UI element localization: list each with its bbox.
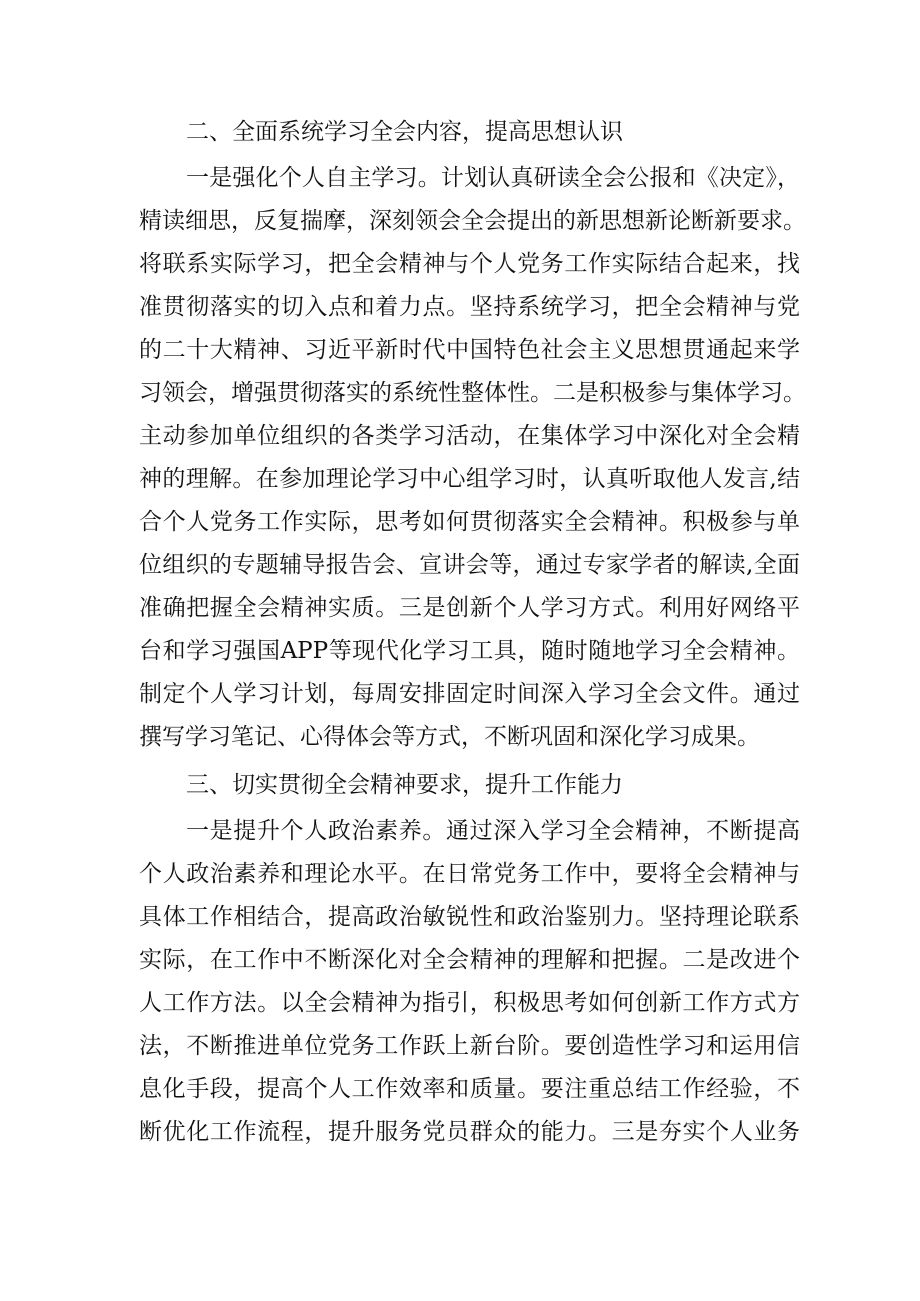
paragraph-line: 将联系实际学习，把全会精神与个人党务工作实际结合起来，找 bbox=[139, 251, 800, 277]
section-heading-2: 二、全面系统学习全会内容，提高思想认识 bbox=[186, 119, 623, 145]
paragraph-line: 主动参加单位组织的各类学习活动，在集体学习中深化对全会精 bbox=[139, 423, 800, 449]
paragraph-line: 准确把握全会精神实质。三是创新个人学习方式。利用好网络平 bbox=[139, 595, 800, 621]
paragraph-line: 具体工作相结合，提高政治敏锐性和政治鉴别力。坚持理论联系 bbox=[139, 904, 800, 930]
paragraph-line: 制定个人学习计划，每周安排固定时间深入学习全会文件。通过 bbox=[139, 681, 800, 707]
section-heading-3: 三、切实贯彻全会精神要求，提升工作能力 bbox=[186, 772, 623, 798]
paragraph-line: 法，不断推进单位党务工作跃上新台阶。要创造性学习和运用信 bbox=[139, 1033, 800, 1059]
paragraph-line: 精读细思，反复揣摩，深刻领会全会提出的新思想新论断新要求。 bbox=[139, 208, 806, 234]
paragraph-line: 的二十大精神、习近平新时代中国特色社会主义思想贯通起来学 bbox=[139, 337, 800, 363]
paragraph-line: 一是提升个人政治素养。通过深入学习全会精神，不断提高 bbox=[186, 818, 800, 844]
paragraph-line: 一是强化个人自主学习。计划认真研读全会公报和《决定》， bbox=[186, 165, 800, 191]
paragraph-line: 实际，在工作中不断深化对全会精神的理解和把握。二是改进个 bbox=[139, 947, 800, 973]
paragraph-line: 断优化工作流程，提升服务党员群众的能力。三是夯实个人业务 bbox=[139, 1119, 800, 1145]
paragraph-line: 台和学习强国APP等现代化学习工具，随时随地学习全会精神。 bbox=[139, 638, 800, 664]
paragraph-line: 合个人党务工作实际，思考如何贯彻落实全会精神。积极参与单 bbox=[139, 509, 800, 535]
paragraph-line: 神的理解。在参加理论学习中心组学习时，认真听取他人发言,结 bbox=[139, 466, 800, 492]
paragraph-line: 习领会，增强贯彻落实的系统性整体性。二是积极参与集体学习。 bbox=[139, 380, 806, 406]
paragraph-line: 准贯彻落实的切入点和着力点。坚持系统学习，把全会精神与党 bbox=[139, 294, 800, 320]
paragraph-line: 人工作方法。以全会精神为指引，积极思考如何创新工作方式方 bbox=[139, 990, 800, 1016]
paragraph-line: 个人政治素养和理论水平。在日常党务工作中，要将全会精神与 bbox=[139, 861, 800, 887]
paragraph-line: 息化手段，提高个人工作效率和质量。要注重总结工作经验，不 bbox=[139, 1076, 800, 1102]
paragraph-line: 位组织的专题辅导报告会、宣讲会等，通过专家学者的解读,全面 bbox=[139, 552, 800, 578]
paragraph-line: 撰写学习笔记、心得体会等方式，不断巩固和深化学习成果。 bbox=[139, 724, 760, 750]
